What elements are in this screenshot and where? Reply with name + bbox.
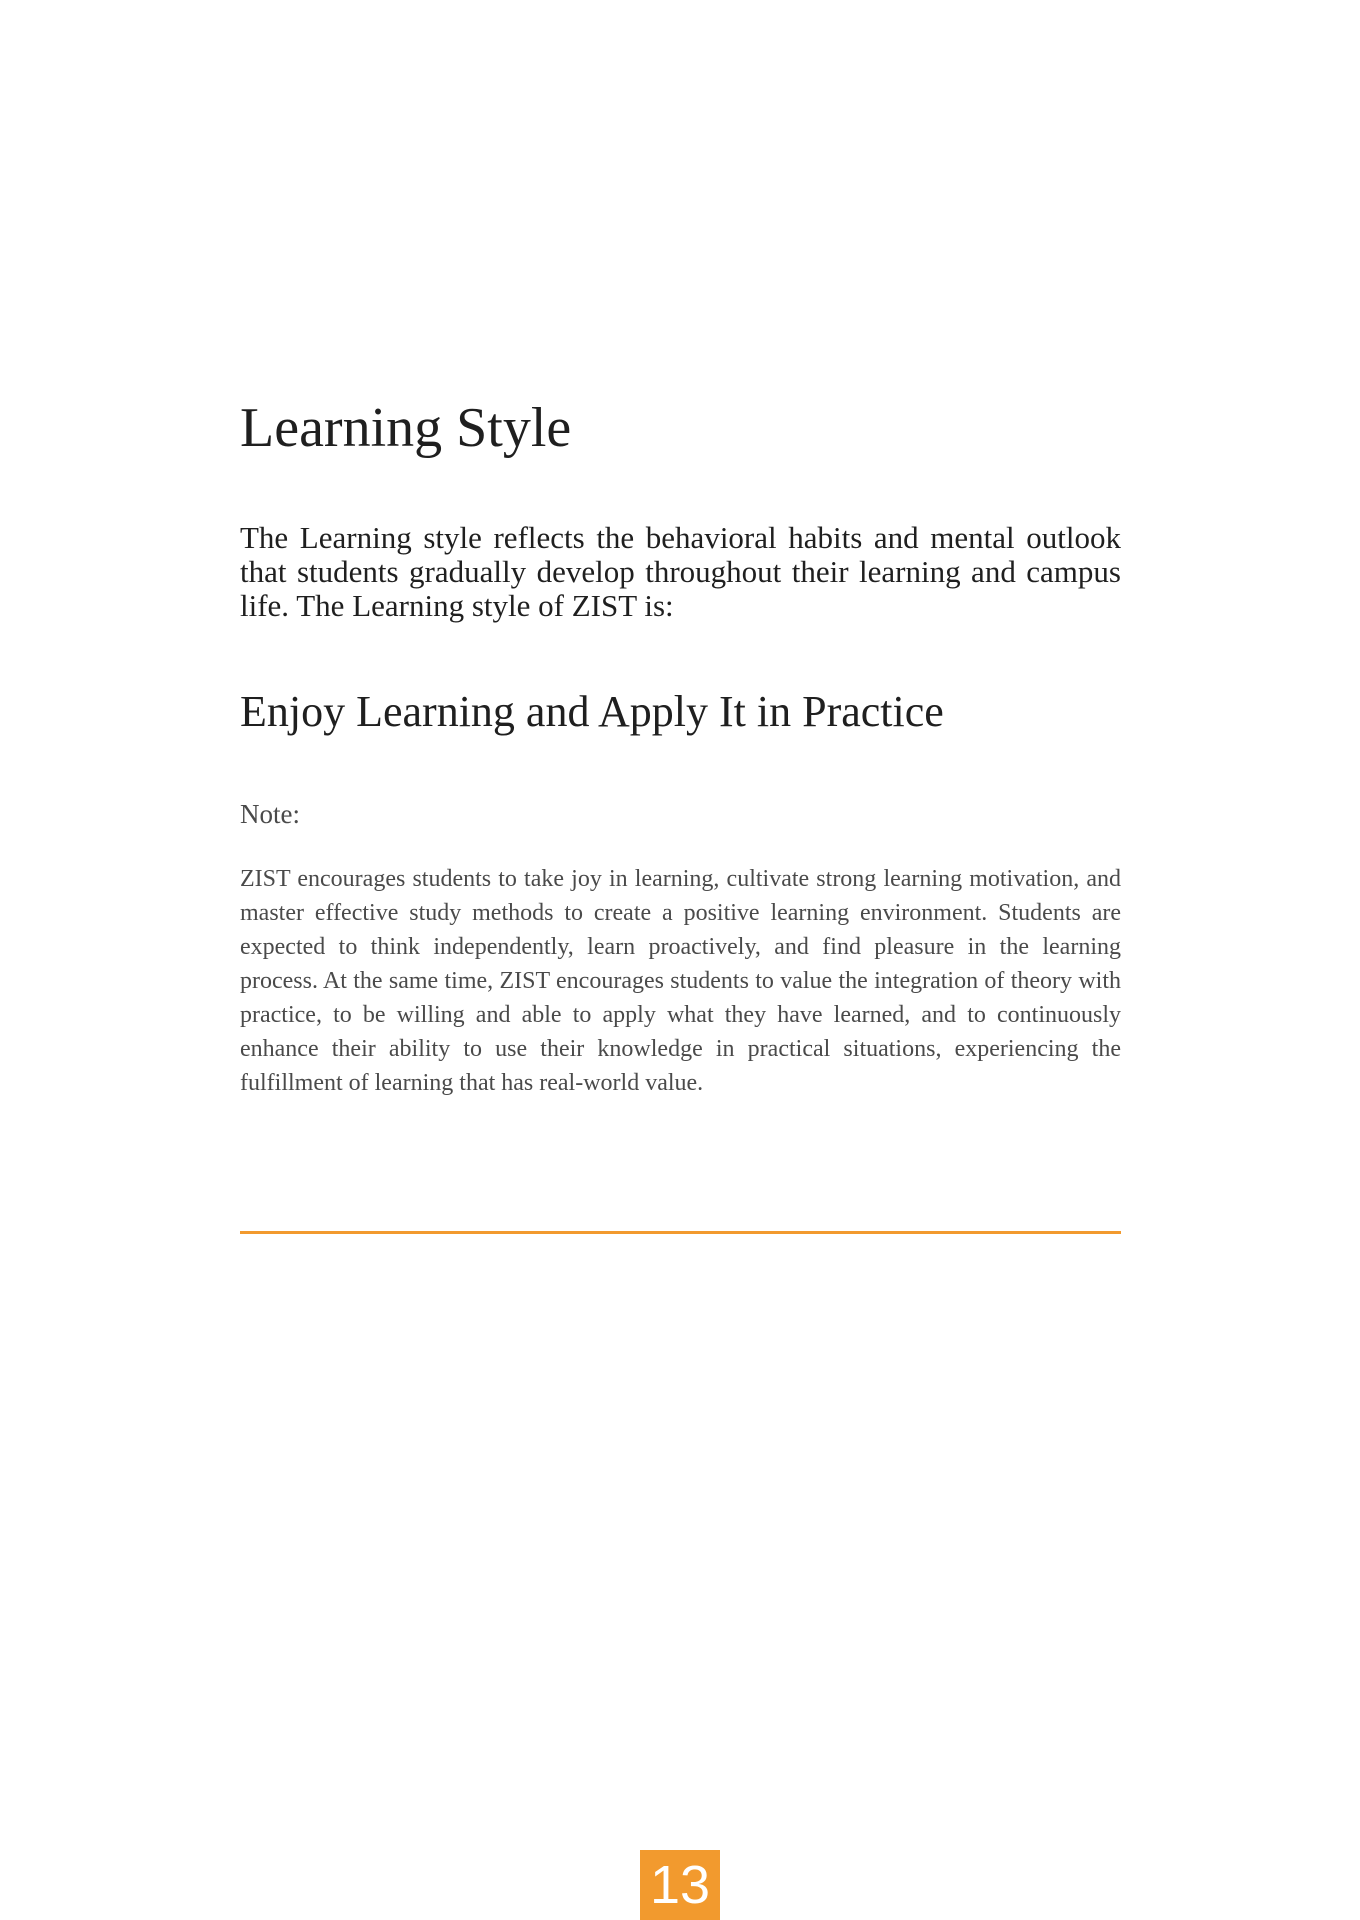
page-title: Learning Style	[240, 397, 572, 459]
motto-heading: Enjoy Learning and Apply It in Practice	[240, 687, 944, 736]
note-body: ZIST encourages students to take joy in learning, cultivate strong learning motivation, and master effective study methods to create a positive learning environment. Students are expected to think independently, learn proactively, and find pleasure in the learning process. At the same time, ZIST encourages students to value the integration of theory with practice, to be willing and able to apply what they have learned, and to continuously enhance their ability to use their knowledge in practical situations, experiencing the fulfillment of learning that has real-world value.	[240, 866, 1121, 1096]
section-divider	[240, 1231, 1121, 1234]
intro-paragraph: The Learning style reflects the behavioral habits and mental outlook that students gradually develop throughout their learning and campus life. The Learning style of ZIST is:	[240, 520, 1121, 623]
note-label: Note:	[240, 799, 300, 829]
page-number-badge: 13	[640, 1850, 720, 1920]
